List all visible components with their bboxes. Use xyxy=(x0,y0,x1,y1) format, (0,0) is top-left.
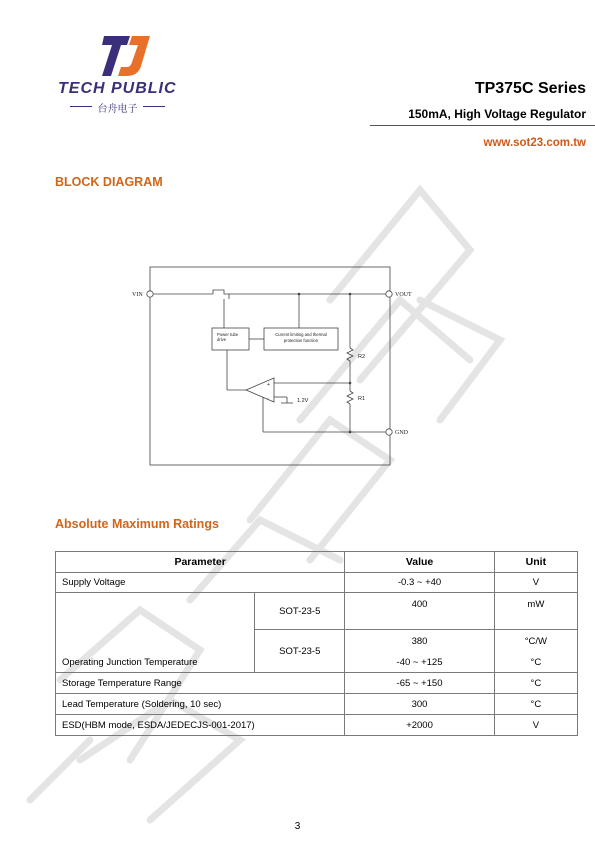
website-link[interactable]: www.sot23.com.tw xyxy=(483,137,586,149)
r1-label: R1 xyxy=(358,396,366,402)
chip-outline xyxy=(150,267,390,465)
brand-logo-icon xyxy=(100,32,152,78)
table-row xyxy=(56,593,578,630)
table-row xyxy=(56,715,578,736)
protection-label: Current limiting and thermal xyxy=(275,332,327,337)
vout-label: VOUT xyxy=(395,292,412,298)
r1-resistor xyxy=(347,391,353,404)
row-unit: °C xyxy=(494,673,577,694)
table-row xyxy=(56,694,578,715)
row-param: Supply Voltage xyxy=(56,573,345,593)
gnd-pin xyxy=(386,429,392,435)
block-diagram xyxy=(125,262,425,468)
row-param: ESD(HBM mode, ESDA/JEDECJS-001-2017) xyxy=(56,715,345,736)
row-package: SOT-23-5 xyxy=(255,593,345,630)
page-number: 3 xyxy=(294,821,301,832)
series-title: TP375C Series xyxy=(474,80,586,97)
vin-pin xyxy=(147,291,153,297)
row-param: Storage Temperature Range xyxy=(56,673,345,694)
row-unit: °C/W xyxy=(494,630,577,653)
row-unit: °C xyxy=(494,694,577,715)
block-diagram-title: BLOCK DIAGRAM xyxy=(55,175,163,189)
power-tube-label: Power tube xyxy=(217,332,239,337)
row-value: -0.3 ~ +40 xyxy=(345,573,494,593)
row-value: +2000 xyxy=(345,715,494,736)
amr-title: Absolute Maximum Ratings xyxy=(55,517,219,531)
vout-pin xyxy=(386,291,392,297)
amp-minus-label: - xyxy=(267,396,269,402)
header-value: Value xyxy=(345,552,494,573)
row-value: -65 ~ +150 xyxy=(345,673,494,694)
row-unit: mW xyxy=(494,593,577,630)
row-unit: V xyxy=(494,573,577,593)
power-tube-label-2: drive xyxy=(217,337,227,342)
brand-chinese-name: 台舟电子 xyxy=(70,100,165,115)
row-param: Lead Temperature (Soldering, 10 sec) xyxy=(56,694,345,715)
header-parameter: Parameter xyxy=(56,552,345,573)
row-value: 400 xyxy=(345,593,494,630)
amp-plus-label: + xyxy=(267,382,270,388)
row-unit: °C xyxy=(494,653,577,673)
series-subtitle: 150mA, High Voltage Regulator xyxy=(408,107,586,121)
vin-label: VIN xyxy=(132,292,143,298)
table-row xyxy=(56,673,578,694)
gnd-label: GND xyxy=(395,430,408,436)
row-value: 300 xyxy=(345,694,494,715)
table-row xyxy=(56,573,578,593)
protection-label-2: protection function xyxy=(283,338,319,343)
amr-table xyxy=(55,551,578,736)
r2-label: R2 xyxy=(358,354,366,360)
brand-name: TECH PUBLIC xyxy=(58,80,177,97)
row-package: SOT-23-5 xyxy=(255,630,345,673)
row-param-empty xyxy=(56,593,255,653)
table-header-row xyxy=(56,552,578,573)
row-value: 380 xyxy=(345,630,494,653)
header-unit: Unit xyxy=(494,552,577,573)
vref-label: 1.2V xyxy=(297,398,309,404)
r2-resistor xyxy=(347,348,353,361)
row-unit: V xyxy=(494,715,577,736)
header-divider xyxy=(370,125,595,126)
row-param: Operating Junction Temperature xyxy=(56,653,255,673)
row-value: -40 ~ +125 xyxy=(345,653,494,673)
